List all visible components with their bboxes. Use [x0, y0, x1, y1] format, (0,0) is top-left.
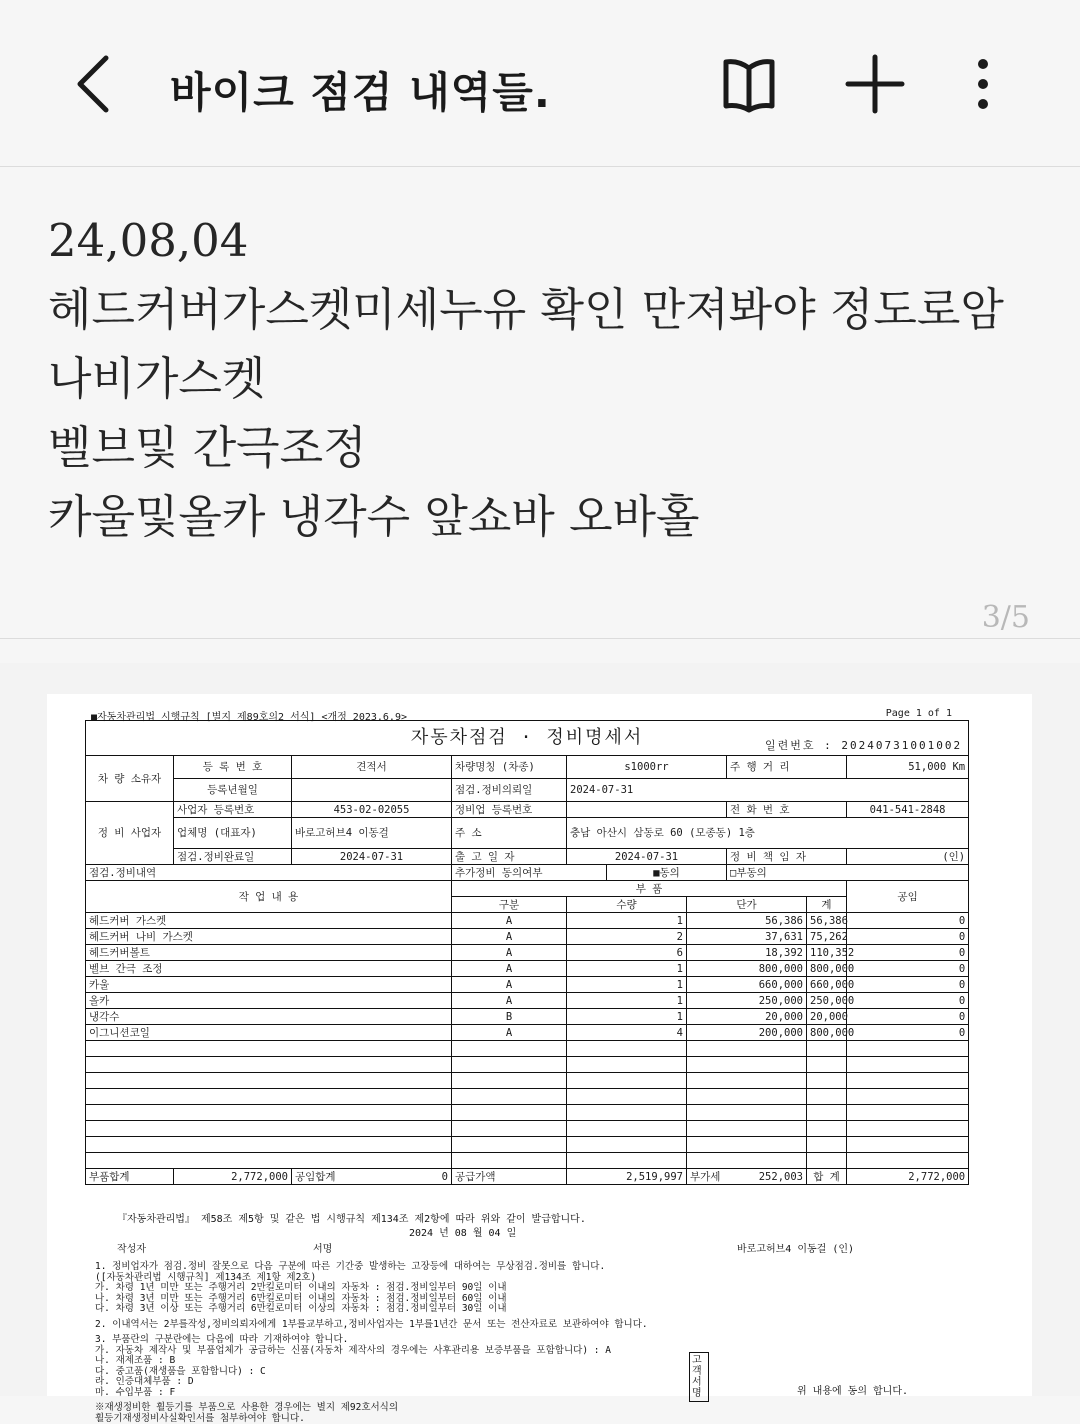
work-item-price	[687, 1153, 807, 1169]
work-item-type: B	[452, 1009, 567, 1025]
table-row	[86, 945, 969, 961]
chevron-left-icon	[68, 52, 128, 116]
work-item-labor	[847, 1073, 969, 1089]
company-label: 업체명 (대표자)	[174, 818, 292, 849]
issue-date: 2024 년 08 월 04 일	[409, 1228, 517, 1239]
labor-header: 공임	[847, 881, 969, 913]
work-item-type: A	[452, 913, 567, 929]
appbar-divider	[0, 166, 1080, 167]
work-item-total: 800,000	[807, 1025, 847, 1041]
plus-icon	[840, 50, 910, 120]
work-item-labor	[847, 1089, 969, 1105]
work-item-type	[452, 1041, 567, 1057]
work-item-total	[807, 1153, 847, 1169]
table-row	[86, 1009, 969, 1025]
work-item-type	[452, 1137, 567, 1153]
work-item-total	[807, 1137, 847, 1153]
table-row	[86, 1073, 969, 1089]
notice-line: 3. 부품란의 구분란에는 다음에 따라 기재하여야 합니다.	[95, 1334, 349, 1345]
work-item-type: A	[452, 993, 567, 1009]
work-item-type: A	[452, 977, 567, 993]
work-item-total: 20,000	[807, 1009, 847, 1025]
done-date-value: 2024-07-31	[292, 849, 452, 865]
work-item-price: 800,000	[687, 961, 807, 977]
work-item-labor: 0	[847, 929, 969, 945]
table-row	[86, 993, 969, 1009]
work-item-qty	[567, 1041, 687, 1057]
work-item-type	[452, 1121, 567, 1137]
work-item-labor	[847, 1121, 969, 1137]
work-item-qty	[567, 1057, 687, 1073]
col-total-header: 계	[807, 897, 847, 913]
work-item-labor	[847, 1057, 969, 1073]
work-item-price	[687, 1105, 807, 1121]
mileage-label: 주 행 거 리	[727, 756, 847, 779]
work-item-type	[452, 1057, 567, 1073]
reg-no-value: 견적서	[292, 756, 452, 779]
work-item-total	[807, 1057, 847, 1073]
address-value: 충남 아산시 삼동로 60 (모종동) 1층	[567, 818, 969, 849]
sign-label: 서명	[313, 1244, 333, 1255]
table-row	[86, 1121, 969, 1137]
work-item-labor: 0	[847, 913, 969, 929]
notice-line: ([자동차관리법 시행규칙] 제134조 제1항 제2호)	[95, 1271, 317, 1283]
notice-line: 나. 차령 3년 미만 또는 주행거리 6만킬로미터 이내의 자동차 : 점검.정비일부터 60일 이내	[95, 1292, 507, 1304]
manager-value: (인)	[847, 849, 969, 865]
work-item-type	[452, 1073, 567, 1089]
reading-mode-button[interactable]	[714, 50, 784, 120]
license-label: 정비업 등록번호	[452, 802, 567, 818]
model-value: s1000rr	[567, 756, 727, 779]
work-item-qty	[567, 1153, 687, 1169]
book-icon	[714, 50, 784, 120]
supply-value: 2,519,997	[567, 1169, 687, 1185]
work-item-name	[86, 1057, 452, 1073]
supply-label: 공급가액	[452, 1169, 567, 1185]
work-item-type: A	[452, 945, 567, 961]
work-item-price: 37,631	[687, 929, 807, 945]
table-row	[86, 961, 969, 977]
sum-label: 합 계	[807, 1169, 847, 1185]
table-row	[86, 1025, 969, 1041]
parts-total-value: 2,772,000	[174, 1169, 292, 1185]
table-row	[86, 1041, 969, 1057]
phone-label: 전 화 번 호	[727, 802, 847, 818]
work-item-price: 200,000	[687, 1025, 807, 1041]
work-item-total: 250,000	[807, 993, 847, 1009]
consent-statement: 위 내용에 동의 합니다.	[797, 1386, 909, 1397]
customer-sign-label: 고객서명	[689, 1352, 709, 1402]
col-price-header: 단가	[687, 897, 807, 913]
app-bar	[0, 0, 1080, 166]
work-item-total	[807, 1089, 847, 1105]
work-item-total	[807, 1121, 847, 1137]
work-rows	[86, 913, 969, 1169]
work-item-price: 18,392	[687, 945, 807, 961]
work-item-total	[807, 1041, 847, 1057]
work-item-price: 56,386	[687, 913, 807, 929]
work-item-qty: 1	[567, 1009, 687, 1025]
request-date-value: 2024-07-31	[567, 779, 969, 802]
manager-label: 정 비 책 임 자	[727, 849, 847, 865]
license-value	[567, 802, 727, 818]
note-line: 헤드커버가스켓미세누유 확인 만져봐야 정도로암	[48, 283, 1004, 336]
work-item-price	[687, 1089, 807, 1105]
back-button[interactable]	[68, 52, 128, 116]
page-label: Page 1 of 1	[885, 708, 952, 719]
mileage-value: 51,000 Km	[847, 756, 969, 779]
release-date-value: 2024-07-31	[567, 849, 727, 865]
work-item-name	[86, 1137, 452, 1153]
form-title-cell	[86, 721, 969, 756]
done-date-label: 점검.정비완료일	[174, 849, 292, 865]
work-item-total: 56,386	[807, 913, 847, 929]
work-item-labor: 0	[847, 961, 969, 977]
vat-label: 부가세	[690, 1170, 721, 1183]
table-row	[86, 1105, 969, 1121]
more-vertical-icon	[948, 50, 1018, 120]
content-divider	[0, 638, 1080, 639]
notice-line: 가. 차령 1년 미만 또는 주행거리 2만킬로미터 이내의 자동차 : 점검.정비일부터 90일 이내	[95, 1282, 507, 1293]
work-item-labor: 0	[847, 993, 969, 1009]
notice-line: 휠등기재생정비사실확인서를 첨부하여야 합니다.	[95, 1412, 305, 1424]
address-label: 주 소	[452, 818, 567, 849]
form-title: 자동차점검 · 정비명세서	[410, 727, 644, 748]
work-item-total	[807, 1105, 847, 1121]
table-row	[86, 929, 969, 945]
reg-date-label: 등록년월일	[174, 779, 292, 802]
notice-line: 다. 차령 3년 이상 또는 주행거리 6만킬로미터 이상의 자동차 : 점검.정비일부터 30일 이내	[95, 1303, 507, 1314]
work-item-labor: 0	[847, 1009, 969, 1025]
note-title: 바이크 점검 내역들.	[170, 68, 551, 117]
work-item-price	[687, 1041, 807, 1057]
issuer: 바로고허브4 이동걸 (인)	[737, 1244, 855, 1255]
work-item-price	[687, 1073, 807, 1089]
work-item-name: 올카	[86, 993, 452, 1009]
shop-section-label: 정 비 사업자	[86, 802, 174, 865]
work-item-qty: 4	[567, 1025, 687, 1041]
note-line: 24,08,04	[48, 214, 249, 267]
work-item-qty: 1	[567, 993, 687, 1009]
parts-total-label: 부품합계	[86, 1169, 174, 1185]
vat-value: 252,003	[758, 1170, 803, 1183]
work-item-labor	[847, 1153, 969, 1169]
serial-number: 일련번호 : 20240731001002	[765, 739, 963, 752]
work-item-name: 헤드커버 나비 가스켓	[86, 929, 452, 945]
notice-line: 마. 수입부품 : F	[95, 1386, 176, 1398]
notice-line: 나. 재제조품 : B	[95, 1355, 176, 1366]
owner-section-label: 차 량 소유자	[86, 756, 174, 802]
table-row	[86, 913, 969, 929]
sum-value: 2,772,000	[847, 1169, 969, 1185]
work-item-name: 카울	[86, 977, 452, 993]
work-item-name: 이그니션코일	[86, 1025, 452, 1041]
more-options-button[interactable]	[948, 50, 1018, 120]
page-indicator: 3/5	[981, 600, 1030, 635]
notice-line: 가. 자동차 제작사 및 부품업체가 공급하는 신품(자동차 제작사의 경우에는 사후관리용 보증부품을 포함합니다) : A	[95, 1344, 611, 1356]
work-item-name: 벨브 간극 조정	[86, 961, 452, 977]
work-item-name: 헤드커버볼트	[86, 945, 452, 961]
notice-line: ※재생정비한 휠등기를 부품으로 사용한 경우에는 별지 제92호서식의	[95, 1402, 399, 1413]
col-type-header: 구분	[452, 897, 567, 913]
model-label: 차량명칭 (차종)	[452, 756, 567, 779]
reg-date-value	[292, 779, 452, 802]
work-desc-header: 작 업 내 용	[86, 881, 452, 913]
work-item-total: 110,352	[807, 945, 847, 961]
parts-header: 부 품	[452, 881, 847, 897]
work-item-labor	[847, 1041, 969, 1057]
labor-total-cell	[292, 1169, 452, 1185]
reg-no-label: 등 록 번 호	[174, 756, 292, 779]
labor-total-label: 공임합계	[295, 1170, 336, 1183]
work-item-total	[807, 1073, 847, 1089]
col-qty-header: 수량	[567, 897, 687, 913]
note-line: 카울및올카 냉각수 앞쇼바 오바홀	[48, 490, 700, 543]
table-row	[86, 1057, 969, 1073]
work-item-name	[86, 1153, 452, 1169]
work-item-name	[86, 1105, 452, 1121]
notice-line: 2. 이내역서는 2부를작성,정비의뢰자에게 1부를교부하고,정비사업자는 1부를1년간 문서 또는 전산자료로 보관하여야 합니다.	[95, 1318, 648, 1330]
consent-label: 추가정비 동의여부	[452, 865, 607, 881]
work-item-type: A	[452, 1025, 567, 1041]
phone-value: 041-541-2848	[847, 802, 969, 818]
table-row	[86, 1089, 969, 1105]
request-date-label: 점검.정비의뢰일	[452, 779, 567, 802]
add-button[interactable]	[840, 50, 910, 120]
work-item-name	[86, 1121, 452, 1137]
work-item-type: A	[452, 961, 567, 977]
work-item-qty: 1	[567, 977, 687, 993]
table-row	[86, 1153, 969, 1169]
note-line: 벨브및 간극조정	[48, 421, 367, 474]
work-item-qty	[567, 1121, 687, 1137]
table-row	[86, 1137, 969, 1153]
work-item-type	[452, 1105, 567, 1121]
work-item-total: 75,262	[807, 929, 847, 945]
note-line: 나비가스켓	[48, 352, 266, 405]
notice-line: 1. 정비업자가 점검.정비 잘못으로 다음 구분에 따른 기간중 발생하는 고장등에 대하여는 무상점검.정비를 합니다.	[95, 1261, 606, 1272]
work-item-price: 660,000	[687, 977, 807, 993]
work-item-total: 800,000	[807, 961, 847, 977]
consent-yes: ■동의	[607, 865, 727, 881]
work-item-type: A	[452, 929, 567, 945]
inspection-form	[85, 720, 969, 1185]
work-item-price: 250,000	[687, 993, 807, 1009]
notice-line: 라. 인증대체부품 : D	[95, 1376, 194, 1387]
work-item-labor	[847, 1105, 969, 1121]
work-item-type	[452, 1089, 567, 1105]
work-item-qty	[567, 1089, 687, 1105]
biz-no-value: 453-02-02055	[292, 802, 452, 818]
biz-no-label: 사업자 등록번호	[174, 802, 292, 818]
work-item-type	[452, 1153, 567, 1169]
vat-cell	[687, 1169, 807, 1185]
issue-statement: 『자동차관리법』 제58조 제5항 및 같은 법 시행규칙 제134조 제2항에 따라 위와 같이 발급합니다.	[117, 1214, 586, 1225]
work-item-price	[687, 1137, 807, 1153]
work-item-total: 660,000	[807, 977, 847, 993]
note-body[interactable]	[48, 206, 1004, 551]
work-item-name	[86, 1073, 452, 1089]
author-label: 작성자	[117, 1244, 146, 1255]
work-item-price: 20,000	[687, 1009, 807, 1025]
work-item-labor: 0	[847, 977, 969, 993]
labor-total-value: 0	[441, 1170, 448, 1183]
work-item-qty: 1	[567, 913, 687, 929]
work-item-qty: 6	[567, 945, 687, 961]
work-item-labor	[847, 1137, 969, 1153]
work-item-qty	[567, 1137, 687, 1153]
notice-line: 다. 중고품(재생품을 포함합니다) : C	[95, 1365, 266, 1377]
attached-document-image[interactable]	[47, 694, 1032, 1424]
work-item-name	[86, 1041, 452, 1057]
work-item-price	[687, 1057, 807, 1073]
company-value: 바로고허브4 이동걸	[292, 818, 452, 849]
work-item-qty	[567, 1073, 687, 1089]
work-item-labor: 0	[847, 945, 969, 961]
release-date-label: 출 고 일 자	[452, 849, 567, 865]
consent-no: □부동의	[727, 865, 969, 881]
work-item-qty: 2	[567, 929, 687, 945]
work-item-name: 냉각수	[86, 1009, 452, 1025]
work-item-name	[86, 1089, 452, 1105]
table-row	[86, 977, 969, 993]
work-item-labor: 0	[847, 1025, 969, 1041]
work-item-price	[687, 1121, 807, 1137]
work-item-qty	[567, 1105, 687, 1121]
work-item-qty: 1	[567, 961, 687, 977]
work-section-label: 점검.정비내역	[86, 865, 452, 881]
legal-header: ■자동차관리법 시행규칙 [별지 제89호의2 서식] <개정 2023.6.9>	[91, 712, 407, 723]
work-item-name: 헤드커버 가스켓	[86, 913, 452, 929]
